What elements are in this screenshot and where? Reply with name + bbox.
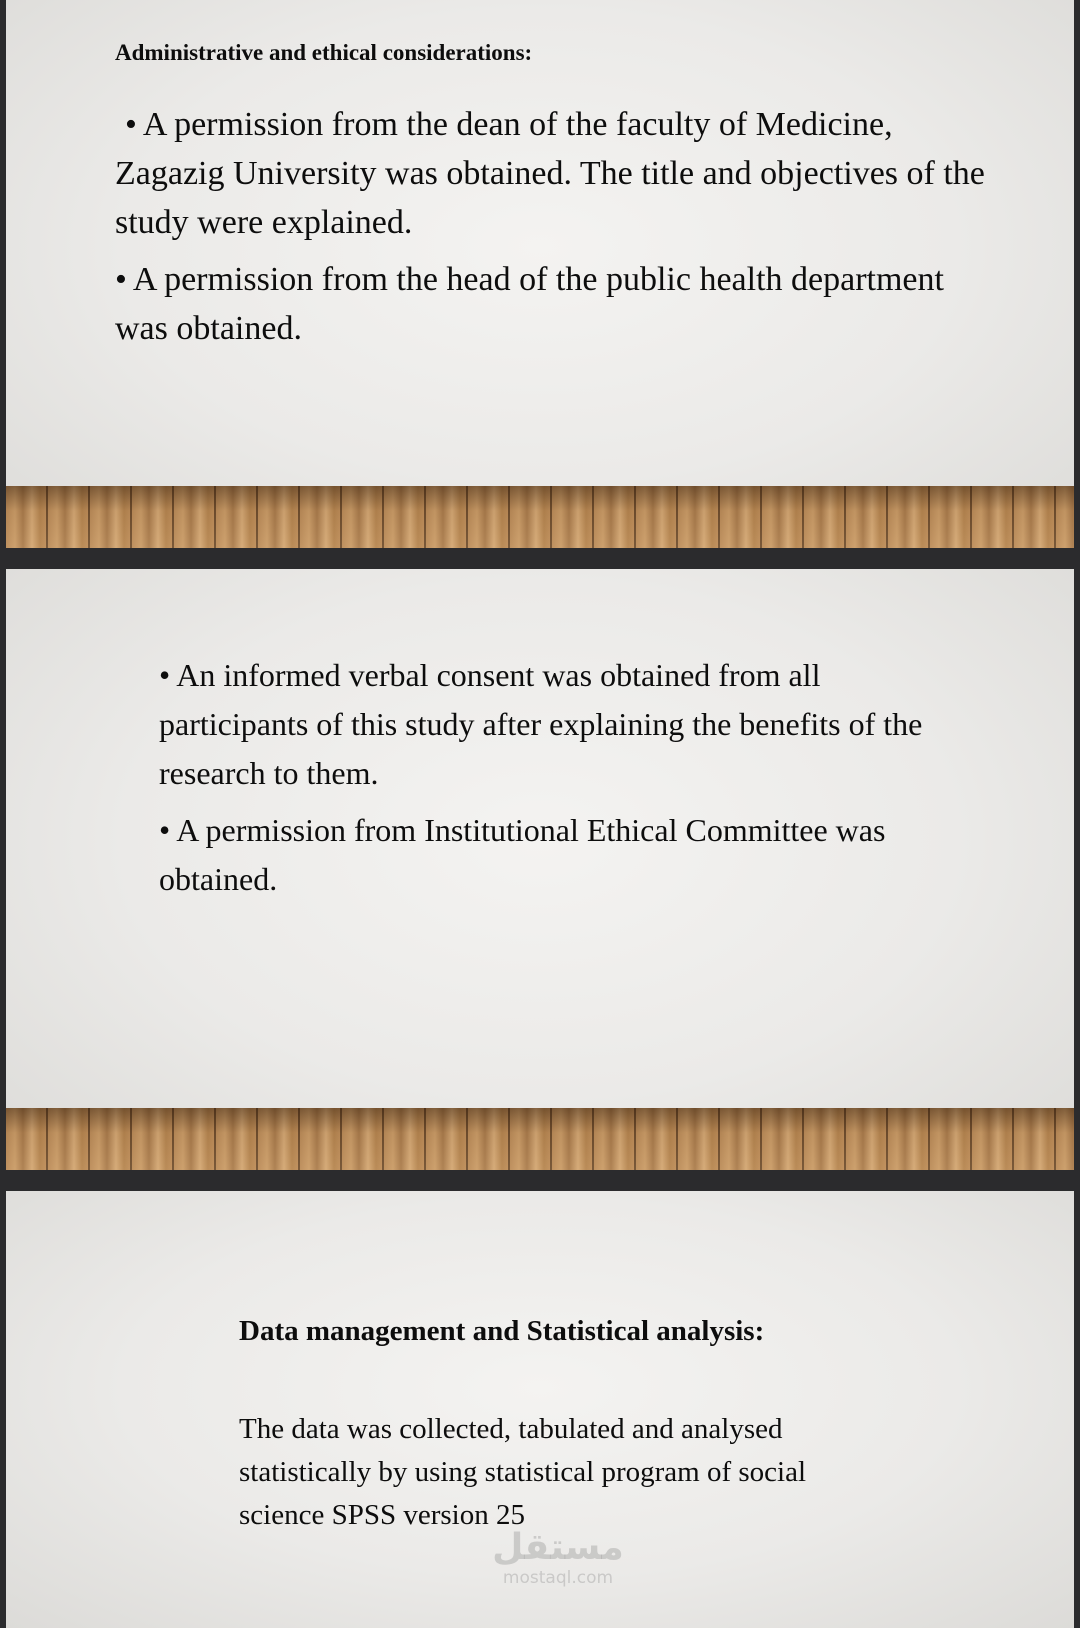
bullet-item (159, 806, 929, 904)
wood-floor-decoration (6, 486, 1074, 548)
bullet-list (159, 651, 929, 904)
slide-heading: Data management and Statistical analysis: (239, 1315, 765, 1347)
bullet-item (115, 255, 995, 353)
bullet-item (159, 651, 929, 798)
bullet-icon: • (125, 106, 137, 143)
bullet-icon: • (159, 657, 171, 693)
bullet-text: An informed verbal consent was obtained from all participants of this study after explaining the benefits of the research to them. (159, 657, 923, 791)
slide-consent (6, 569, 1074, 1170)
bullet-text: A permission from the dean of the faculty of Medicine, Zagazig University was obtained. The title and objectives of the study were explained. (115, 106, 985, 241)
bullet-text: A permission from Institutional Ethical Committee was obtained. (159, 812, 886, 897)
slide-paragraph: The data was collected, tabulated and analysed statistically by using statistical program of social science SPSS version 25 (239, 1413, 807, 1531)
bullet-item (115, 100, 995, 247)
wood-floor-decoration (6, 1108, 1074, 1170)
bullet-text: A permission from the head of the public health department was obtained. (115, 261, 944, 347)
slide-data-management (6, 1191, 1074, 1628)
watermark-domain: mostaql.com (502, 1568, 614, 1588)
bullet-icon: • (115, 261, 127, 298)
bullet-icon: • (159, 812, 171, 848)
watermark-logo (483, 1528, 633, 1588)
slide-administrative-ethical (6, 0, 1074, 548)
watermark-arabic: مستقل (492, 1527, 624, 1568)
bullet-list (115, 100, 995, 353)
slide-heading: Administrative and ethical considerations: (115, 40, 533, 65)
